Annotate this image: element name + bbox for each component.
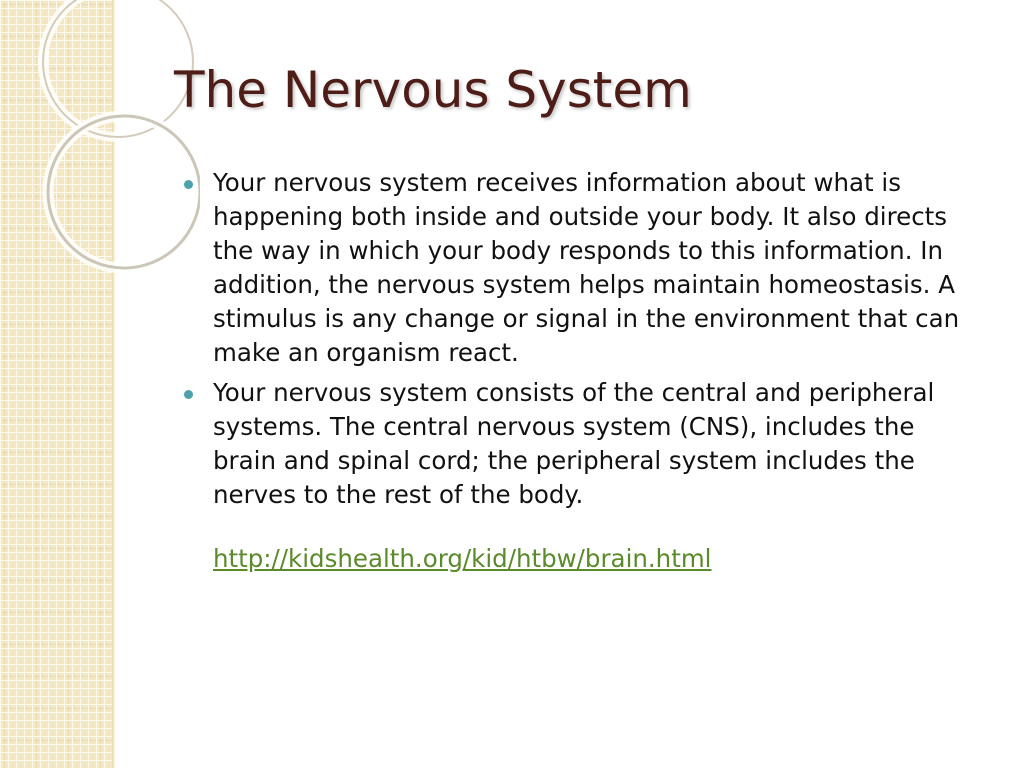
bullet-text: Your nervous system receives information about what is happening both inside and outside your body. It also directs the way in which your body responds to this information. In addition, the nervous system helps maintain homeostasis. A stimulus is any change or signal in the environment that can make an organism react. (213, 168, 960, 367)
slide-title: The Nervous System (174, 61, 692, 119)
bullet-item (180, 376, 980, 512)
bullet-list (180, 166, 980, 512)
bullet-dot-icon (184, 390, 193, 399)
side-pattern-band (0, 0, 114, 768)
source-link-line (180, 542, 980, 576)
bullet-text: Your nervous system consists of the central and peripheral systems. The central nervous system (CNS), includes the brain and spinal cord; the peripheral system includes the nerves to the rest of the body. (213, 378, 935, 509)
side-band-edge (112, 0, 115, 768)
slide-content (180, 166, 980, 726)
bullet-item (180, 166, 980, 370)
bullet-dot-icon (184, 180, 193, 189)
source-link[interactable]: http://kidshealth.org/kid/htbw/brain.html (213, 544, 712, 573)
